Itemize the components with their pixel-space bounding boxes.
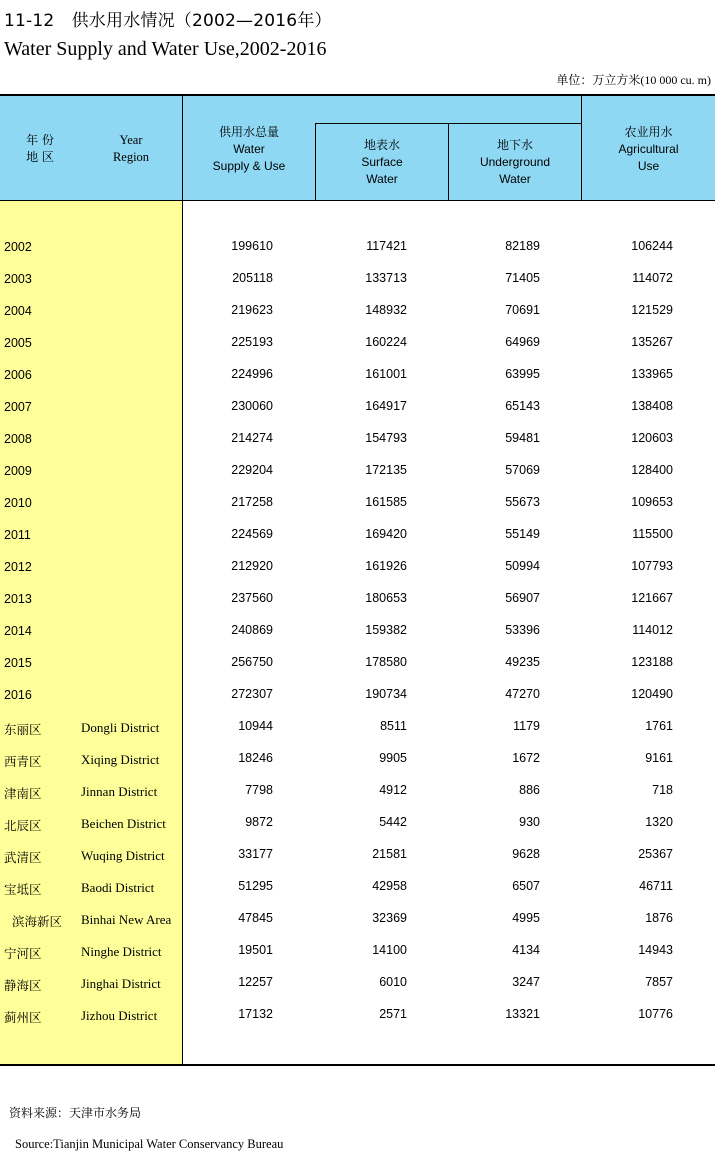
row-year-label: 2011 [4,528,31,542]
row-district-en: Beichen District [81,816,166,831]
cell-under: 70691 [505,303,540,317]
row-year-label: 2003 [4,272,32,286]
table-row [0,681,715,713]
cell-agri: 718 [652,783,673,797]
table-title-en: Water Supply and Water Use,2002-2016 [4,38,327,60]
table-header [0,94,715,201]
row-year-label: 2015 [4,656,32,670]
cell-surface: 21581 [372,847,407,861]
cell-supply: 212920 [231,559,273,573]
table-row [0,489,715,521]
cell-surface: 180653 [365,591,407,605]
header-under-en2: Water [499,172,531,186]
cell-under: 930 [519,815,540,829]
header-agri-en1: Agricultural [618,141,679,156]
row-year-label: 2008 [4,432,32,446]
table-row [0,905,715,937]
cell-surface: 32369 [372,911,407,925]
row-district-zh: 蓟州区 [4,1010,42,1025]
cell-under: 49235 [505,655,540,669]
cell-supply: 205118 [232,271,273,285]
table-row [0,553,715,585]
cell-supply: 33177 [238,847,273,861]
unit-note [556,71,711,88]
cell-surface: 5442 [379,815,407,829]
cell-surface: 164917 [365,399,407,413]
cell-surface: 14100 [372,943,407,957]
header-agri-zh: 农业用水 [624,124,673,139]
cell-agri: 120490 [631,687,673,701]
header-year-zh [0,96,80,201]
cell-agri: 1876 [645,911,673,925]
cell-surface: 117421 [366,239,407,253]
header-year-en-line2: Region [112,149,150,164]
header-year-en [80,96,182,201]
table-row [0,937,715,969]
row-year-label: 2010 [4,496,32,510]
header-supply [183,116,315,182]
cell-surface: 169420 [365,527,407,541]
cell-supply: 214274 [231,431,273,445]
table-row [0,393,715,425]
cell-agri: 1320 [645,815,673,829]
cell-agri: 123188 [631,655,673,669]
cell-agri: 128400 [631,463,673,477]
cell-under: 13321 [505,1007,540,1021]
cell-agri: 9161 [645,751,673,765]
row-year-label: 2005 [4,336,32,350]
table-row [0,649,715,681]
cell-under: 53396 [505,623,540,637]
data-table [0,94,715,1065]
table-row [0,713,715,745]
row-district-en: Jinnan District [81,784,158,799]
row-year-label: 2012 [4,560,32,574]
row-year-label: 2006 [4,368,32,382]
cell-supply: 272307 [231,687,273,701]
row-district-en: Xiqing District [81,752,160,767]
cell-under: 63995 [505,367,540,381]
cell-surface: 148932 [365,303,407,317]
cell-under: 9628 [512,847,540,861]
header-under-zh: 地下水 [496,138,533,152]
cell-supply: 18246 [238,751,273,765]
cell-supply: 229204 [231,463,273,477]
cell-under: 47270 [505,687,540,701]
cell-supply: 9872 [245,815,273,829]
table-row [0,873,715,905]
cell-supply: 240869 [231,623,273,637]
cell-surface: 160224 [365,335,407,349]
header-agri-en2: Use [637,158,660,173]
row-district-zh: 东丽区 [4,722,42,737]
cell-agri: 114072 [632,271,673,285]
cell-supply: 256750 [231,655,273,669]
table-row [0,777,715,809]
cell-surface: 154793 [365,431,407,445]
cell-surface: 161926 [365,559,407,573]
cell-supply: 19501 [238,943,273,957]
cell-surface: 4912 [379,783,407,797]
header-surface-zh: 地表水 [363,138,400,152]
table-row [0,297,715,329]
cell-under: 56907 [505,591,540,605]
cell-surface: 9905 [379,751,407,765]
header-surface [316,124,448,201]
unit-zh: 单位：万立方米 [556,73,641,87]
cell-surface: 2571 [379,1007,407,1021]
row-district-zh: 西青区 [4,754,42,769]
source-note-en: Source:Tianjin Municipal Water Conservancy Bureau [15,1137,284,1151]
cell-agri: 7857 [645,975,673,989]
table-row [0,969,715,1001]
row-district-zh: 滨海新区 [4,914,62,929]
cell-under: 57069 [505,463,540,477]
cell-surface: 6010 [379,975,407,989]
cell-surface: 161001 [365,367,407,381]
cell-surface: 133713 [365,271,407,285]
cell-agri: 14943 [638,943,673,957]
row-district-en: Wuqing District [81,848,165,863]
row-district-en: Jizhou District [81,1008,158,1023]
cell-under: 3247 [512,975,540,989]
cell-under: 6507 [512,879,540,893]
cell-agri: 120603 [631,431,673,445]
row-district-zh: 津南区 [4,786,42,801]
row-district-en: Ninghe District [81,944,162,959]
header-surface-en2: Water [366,172,398,186]
cell-supply: 224569 [231,527,273,541]
cell-under: 71405 [505,271,540,285]
cell-supply: 17132 [238,1007,273,1021]
header-agricultural [582,116,715,182]
cell-agri: 10776 [638,1007,673,1021]
cell-supply: 217258 [231,495,273,509]
row-district-zh: 武清区 [4,850,42,865]
cell-agri: 138408 [631,399,673,413]
row-year-label: 2016 [4,688,32,702]
cell-supply: 199610 [231,239,273,253]
header-year-en-line1: Year [119,132,143,147]
cell-surface: 178580 [365,655,407,669]
row-district-en: Dongli District [81,720,160,735]
cell-under: 1672 [512,751,540,765]
table-row [0,617,715,649]
cell-under: 50994 [505,559,540,573]
cell-supply: 237560 [231,591,273,605]
header-surface-en1: Surface [361,155,403,169]
cell-surface: 190734 [365,687,407,701]
cell-under: 4134 [512,943,540,957]
cell-agri: 106244 [631,239,673,253]
cell-under: 59481 [505,431,540,445]
cell-under: 64969 [505,335,540,349]
header-year-zh-line1: 年 份 [26,132,54,147]
cell-agri: 121667 [631,591,673,605]
table-title-zh: 11-12 供水用水情况（2002—2016年） [4,11,332,31]
cell-agri: 46711 [639,879,673,893]
row-year-label: 2002 [4,240,32,254]
cell-surface: 159382 [365,623,407,637]
header-supply-zh: 供用水总量 [218,124,279,139]
table-row [0,1001,715,1033]
row-year-label: 2009 [4,464,32,478]
row-district-zh: 静海区 [4,978,42,993]
cell-under: 65143 [505,399,540,413]
header-supply-en2: Supply & Use [212,158,286,173]
cell-supply: 224996 [231,367,273,381]
table-row [0,457,715,489]
table-row [0,425,715,457]
row-district-zh: 北辰区 [4,818,42,833]
cell-under: 55149 [505,527,540,541]
cell-supply: 225193 [231,335,273,349]
row-district-en: Jinghai District [81,976,161,991]
source-note-zh: 资料来源：天津市水务局 [9,1106,142,1120]
cell-under: 1179 [513,719,540,733]
cell-supply: 219623 [231,303,273,317]
table-row [0,233,715,265]
header-year-zh-line2: 地 区 [26,149,54,164]
row-district-en: Binhai New Area [81,912,172,927]
cell-agri: 121529 [631,303,673,317]
cell-supply: 10944 [238,719,273,733]
cell-under: 55673 [505,495,540,509]
cell-surface: 161585 [365,495,407,509]
cell-under: 4995 [512,911,540,925]
cell-supply: 7798 [245,783,273,797]
row-year-label: 2007 [4,400,32,414]
table-row [0,265,715,297]
cell-under: 82189 [505,239,540,253]
table-row [0,361,715,393]
table-row [0,329,715,361]
header-underground [449,124,581,201]
row-year-label: 2014 [4,624,32,638]
cell-supply: 47845 [238,911,273,925]
cell-supply: 51295 [238,879,273,893]
cell-agri: 25367 [638,847,673,861]
unit-en: (10 000 cu. m) [640,73,711,87]
cell-agri: 114012 [632,623,673,637]
cell-surface: 172135 [365,463,407,477]
table-row [0,841,715,873]
table-row [0,745,715,777]
cell-agri: 133965 [631,367,673,381]
cell-agri: 1761 [645,719,673,733]
cell-surface: 42958 [372,879,407,893]
cell-agri: 107793 [631,559,673,573]
cell-agri: 109653 [631,495,673,509]
header-under-en1: Underground [479,155,551,169]
row-district-zh: 宝坻区 [4,882,42,897]
cell-under: 886 [519,783,540,797]
cell-supply: 230060 [231,399,273,413]
header-supply-en1: Water [233,141,265,156]
row-year-label: 2013 [4,592,32,606]
cell-supply: 12257 [238,975,273,989]
table-row [0,521,715,553]
row-district-zh: 宁河区 [4,946,42,961]
table-row [0,585,715,617]
row-year-label: 2004 [4,304,32,318]
cell-surface: 8511 [380,719,407,733]
table-row [0,809,715,841]
cell-agri: 135267 [631,335,673,349]
row-district-en: Baodi District [81,880,155,895]
cell-agri: 115500 [632,527,673,541]
